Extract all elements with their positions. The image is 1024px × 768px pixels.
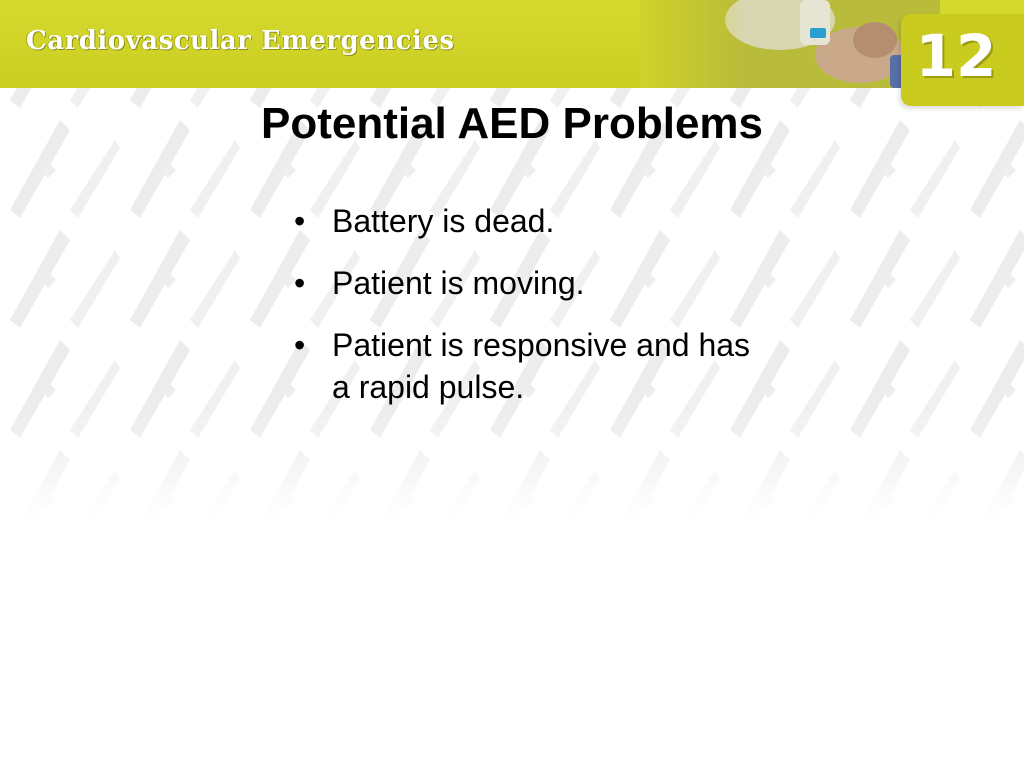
bullet-text: Battery is dead. [332, 203, 555, 239]
slide-title: Potential AED Problems [260, 99, 764, 148]
bullet-icon: • [294, 265, 306, 301]
bullet-item [292, 324, 752, 408]
bullet-icon: • [294, 327, 306, 363]
bullet-item [292, 200, 752, 242]
chapter-number: 12 [915, 22, 997, 90]
header-photo [640, 0, 940, 88]
bullet-list [292, 200, 752, 428]
header-title: Cardiovascular Emergencies [26, 26, 455, 56]
chapter-tab [901, 14, 1024, 106]
bullet-text: Patient is moving. [332, 265, 585, 301]
bullet-item [292, 262, 752, 304]
bullet-icon: • [294, 203, 306, 239]
bullet-text: Patient is responsive and has a rapid pulse. [332, 327, 751, 405]
